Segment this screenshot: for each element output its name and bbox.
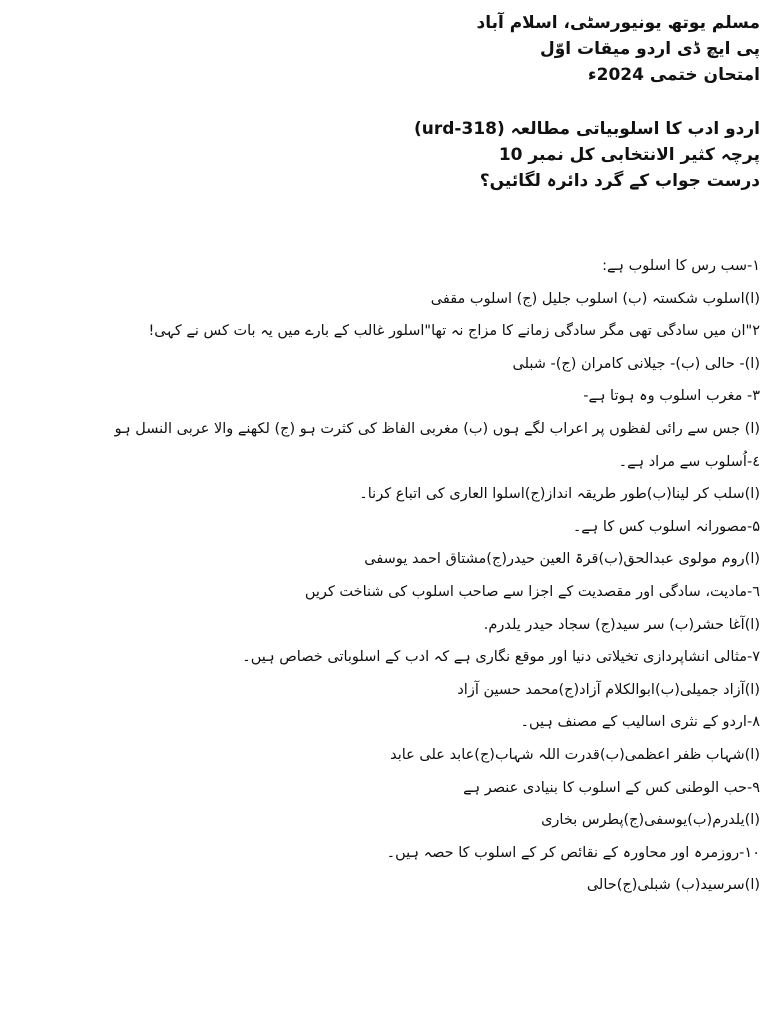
question-6: ٦-مادیت، سادگی اور مقصدیت کے اجزا سے صاحب اسلوب کی شناخت کریں bbox=[304, 583, 760, 600]
question-list bbox=[8, 250, 760, 902]
options-1: (ا)اسلوب شکستہ (ب) اسلوب جلیل (ج) اسلوب مقفی bbox=[430, 290, 760, 307]
question-5: ۵-مصورانہ اسلوب کس کا ہے۔ bbox=[572, 518, 760, 535]
question-9: ۹-حب الوطنی کس کے اسلوب کا بنیادی عنصر ہے bbox=[463, 779, 760, 796]
program-name: پی ایچ ڈی اردو میقات اوّل bbox=[539, 39, 760, 59]
question-3: ۳- مغرب اسلوب وہ ہوتا ہے- bbox=[583, 388, 760, 405]
question-4: ٤-اُسلوب سے مراد ہے۔ bbox=[618, 453, 760, 470]
question-10: ۱۰-روزمرہ اور محاورہ کے نقائص کر کے اسلوب کا حصہ ہیں۔ bbox=[386, 844, 760, 861]
paper-title: پرچہ کثیر الانتخابی کل نمبر 10 bbox=[498, 145, 760, 165]
options-5: (ا)روم مولوی عبدالحق(ب)قرۃ العین حیدر(ج)مشتاق احمد یوسفی bbox=[364, 551, 760, 568]
options-8: (ا)شہاب ظفر اعظمی(ب)قدرت اللہ شہاب(ج)عابد علی عابد bbox=[390, 746, 760, 763]
options-4: (ا)سلب کر لینا(ب)طور طریقہ انداز(ج)اسلوا العاری کی اتباع کرنا۔ bbox=[359, 486, 760, 503]
exam-title: امتحان ختمی 2024ء bbox=[587, 65, 760, 85]
course-title: اردو ادب کا اسلوبیاتی مطالعہ (urd-318) bbox=[414, 119, 760, 139]
university-name: مسلم یوتھ یونیورسٹی، اسلام آباد bbox=[476, 13, 760, 33]
header-gap bbox=[20, 88, 760, 116]
options-7: (ا)آزاد جمیلی(ب)ابوالکلام آزاد(ج)محمد حسین آزاد bbox=[457, 681, 760, 698]
exam-header bbox=[20, 10, 760, 194]
options-9: (ا)یلدرم(ب)یوسفی(ج)پطرس بخاری bbox=[541, 812, 760, 829]
options-2: (ا)- حالی (ب)- جیلانی کامران (ج)- شبلی bbox=[512, 355, 760, 372]
question-2: ۲"ان میں سادگی تھی مگر سادگی زمانے کا مزاج نہ تھا"اسلور غالب کے بارے میں یہ بات کس نے کہی! bbox=[148, 323, 760, 340]
options-6: (ا)آغا حشر(ب) سر سید(ج) سجاد حیدر یلدرم. bbox=[483, 616, 760, 633]
options-10: (ا)سرسید(ب) شبلی(ج)حالی bbox=[586, 877, 760, 894]
question-1: ۱-سب رس کا اسلوب ہے: bbox=[602, 258, 760, 274]
question-7: ۷-مثالی انشاپردازی تخیلاتی دنیا اور موقع نگاری ہے کہ ادب کے اسلوباتی خصاص ہیں۔ bbox=[242, 649, 760, 666]
question-8: ۸-اردو کے نثری اسالیب کے مصنف ہیں۔ bbox=[520, 714, 760, 731]
options-3: (ا) جس سے رائی لفظوں پر اعراب لگے ہوں (ب) مغربی الفاظ کی کثرت ہو (ج) لکھنے والا عربی النسل ہو bbox=[114, 420, 760, 437]
instruction-line: درست جواب کے گرد دائرہ لگائیں؟ bbox=[479, 171, 760, 191]
